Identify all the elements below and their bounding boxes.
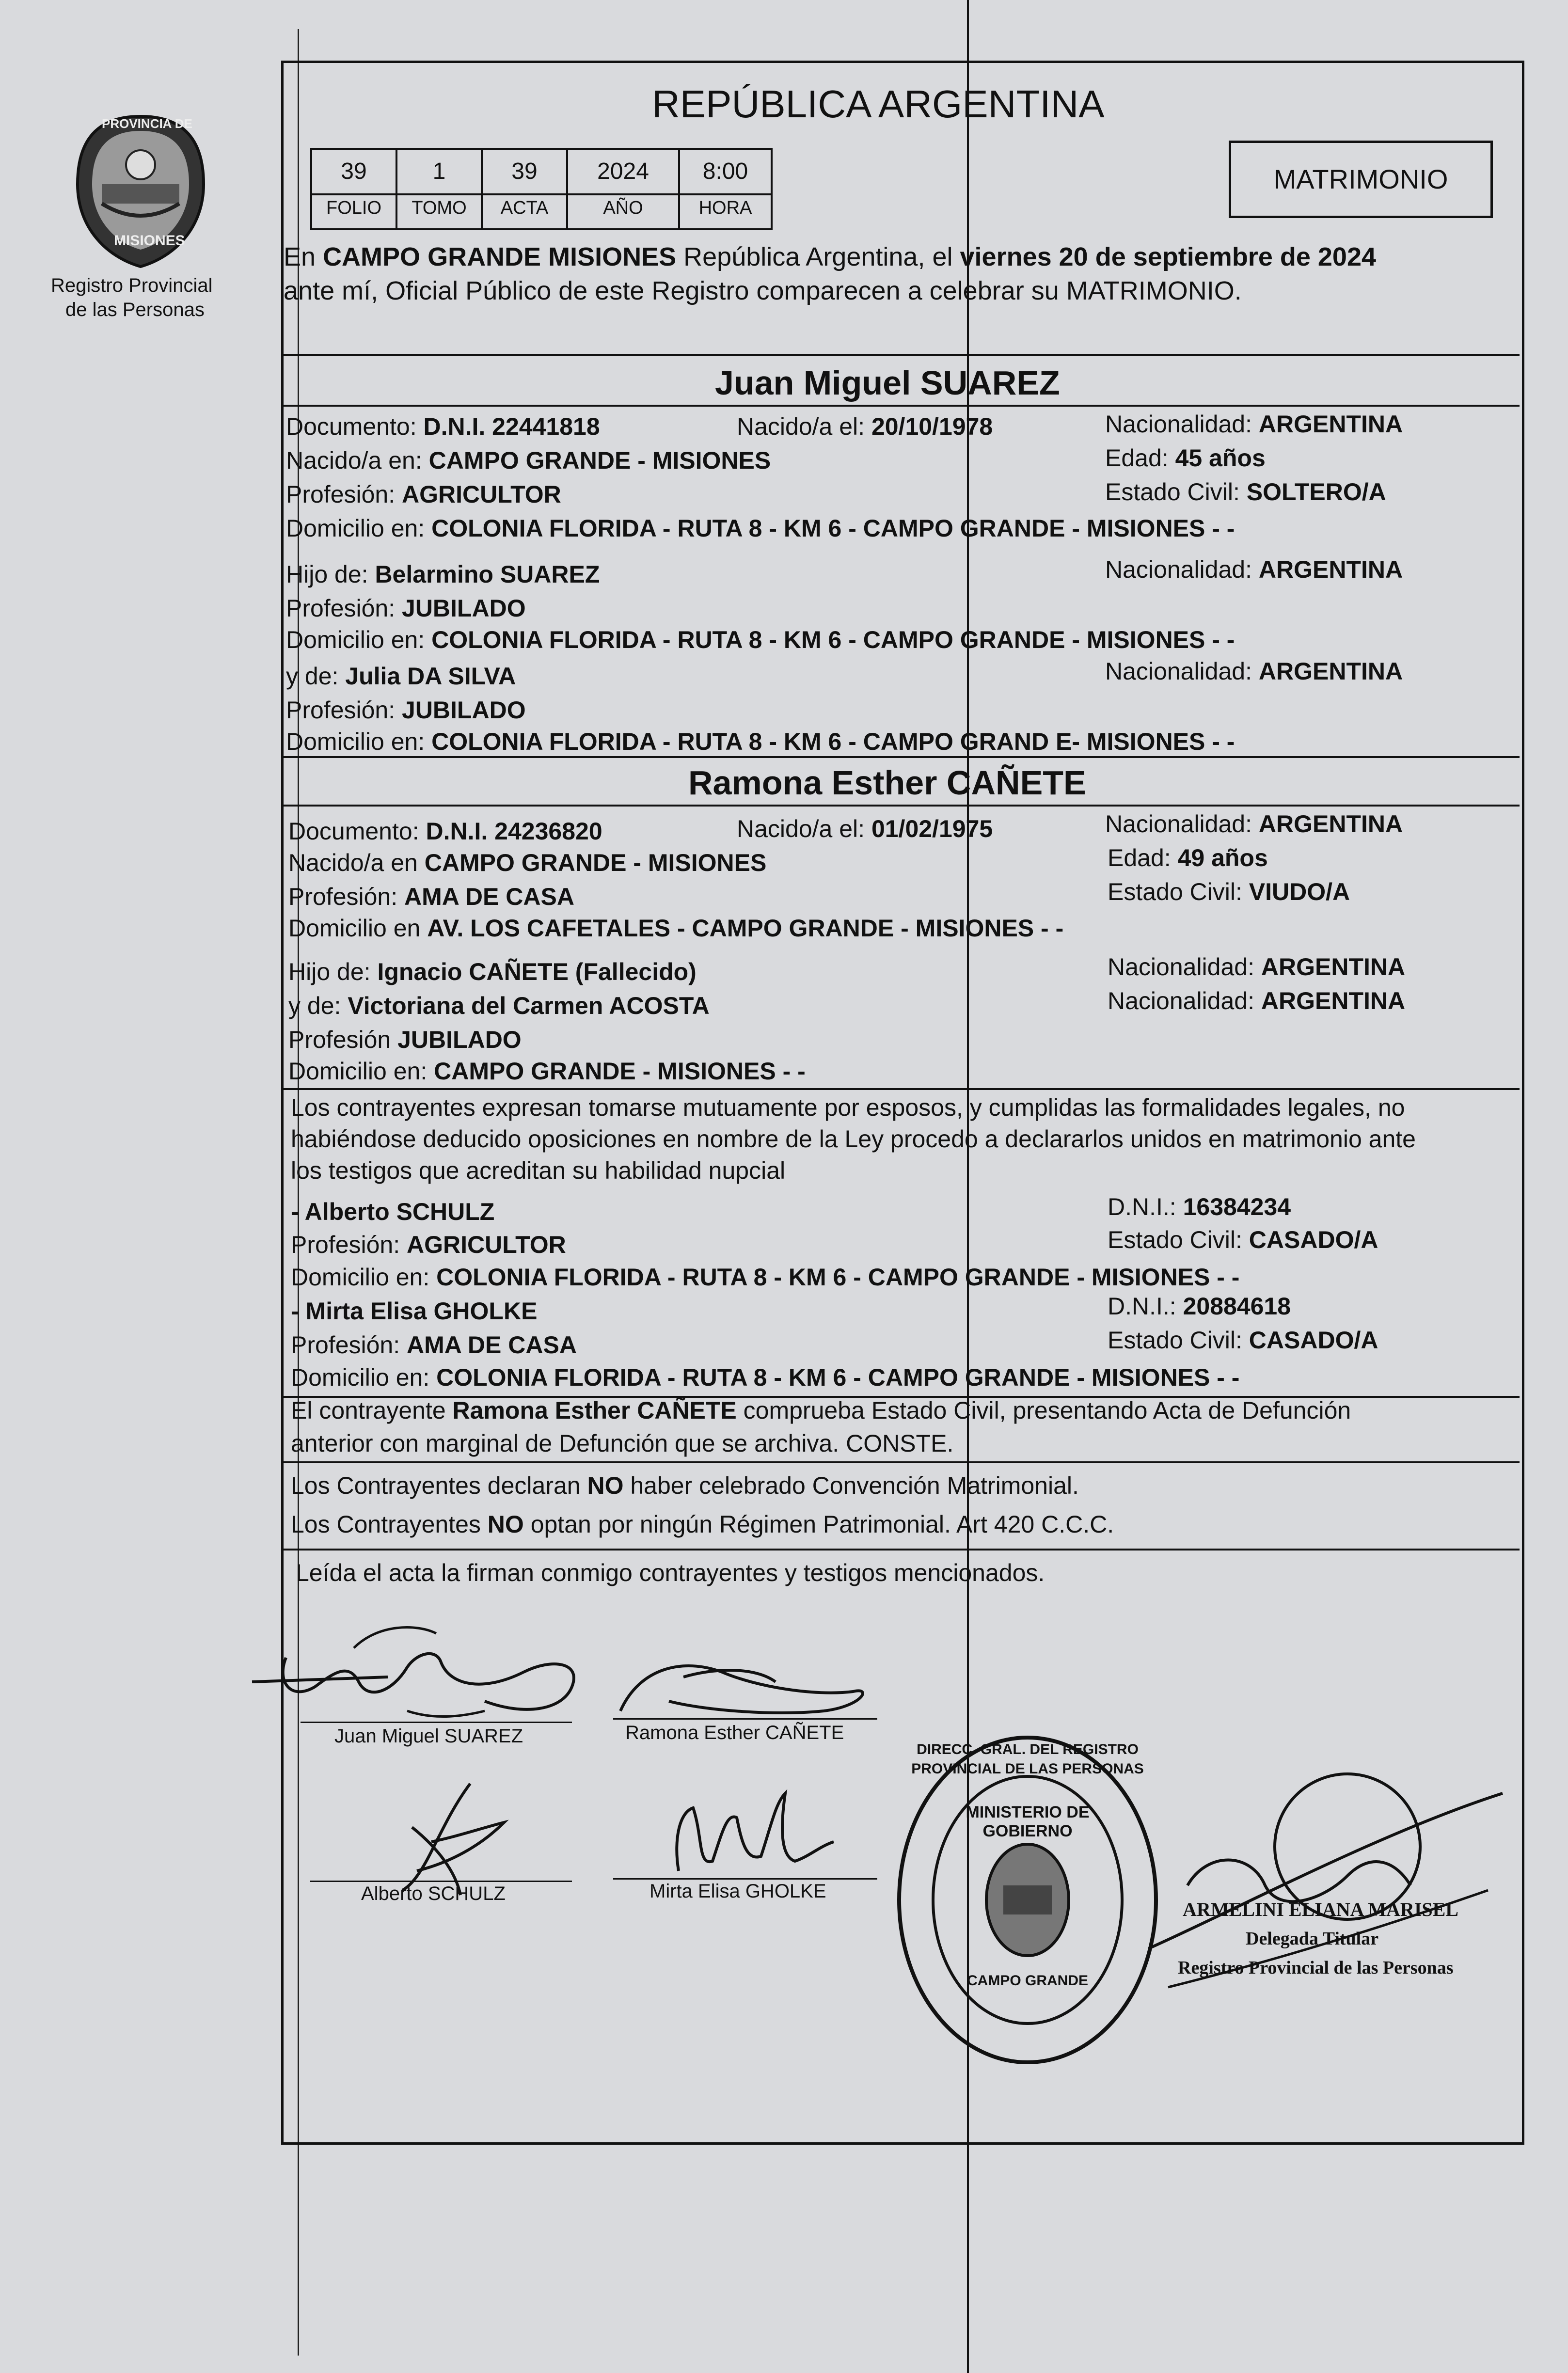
- groom-birthplace: Nacido/a en: CAMPO GRANDE - MISIONES: [286, 447, 771, 474]
- bride-mother-nationality: Nacionalidad: ARGENTINA: [1108, 987, 1406, 1014]
- official-name: ARMELINI ELIANA MARISEL: [1183, 1898, 1458, 1920]
- witness-1-signature-label: Alberto SCHULZ: [361, 1883, 506, 1904]
- regime-line-1: Los Contrayentes declaran NO haber celebrado Convención Matrimonial.: [291, 1472, 1079, 1499]
- groom-born: Nacido/a el: 20/10/1978: [737, 413, 993, 440]
- groom-nationality: Nacionalidad: ARGENTINA: [1105, 411, 1403, 438]
- groom-name: Juan Miguel SUAREZ: [715, 364, 1060, 402]
- note-line-2: anterior con marginal de Defunción que se archiva. CONSTE.: [291, 1430, 954, 1457]
- groom-signature-line: [301, 1722, 572, 1723]
- witness-2-address: Domicilio en: COLONIA FLORIDA - RUTA 8 - KM 6 - CAMPO GRANDE - MISIONES - -: [291, 1364, 1240, 1391]
- bride-signature-label: Ramona Esther CAÑETE: [625, 1722, 844, 1743]
- groom-signature-label: Juan Miguel SUAREZ: [334, 1725, 523, 1747]
- groom-mother-nationality: Nacionalidad: ARGENTINA: [1105, 658, 1403, 685]
- record-tomo: 1 TOMO: [396, 148, 483, 230]
- bride-parents-profession: Profesión JUBILADO: [288, 1026, 522, 1053]
- seal-top-text: PROVINCIA DE: [102, 116, 192, 131]
- seal-bottom-text: MISIONES: [114, 233, 185, 249]
- stamp-office: CAMPO GRANDE: [967, 1973, 1089, 1989]
- registry-line-2: de las Personas: [65, 299, 205, 320]
- witness-2-profession: Profesión: AMA DE CASA: [291, 1331, 577, 1359]
- bride-age: Edad: 49 años: [1108, 844, 1268, 871]
- closing-text: Leída el acta la firman conmigo contrayentes y testigos mencionados.: [296, 1559, 1045, 1586]
- groom-age: Edad: 45 años: [1105, 444, 1266, 472]
- divider-regime-top: [284, 1461, 1520, 1463]
- groom-doc: Documento: D.N.I. 22441818: [286, 413, 600, 440]
- regime-line-2: Los Contrayentes NO optan por ningún Régimen Patrimonial. Art 420 C.C.C.: [291, 1511, 1114, 1538]
- groom-father-profession: Profesión: JUBILADO: [286, 595, 526, 622]
- witness-1-signature-line: [310, 1881, 572, 1882]
- bride-signature-line: [613, 1718, 877, 1720]
- groom-civil-status: Estado Civil: SOLTERO/A: [1105, 478, 1386, 506]
- groom-father-address: Domicilio en: COLONIA FLORIDA - RUTA 8 - KM 6 - CAMPO GRANDE - MISIONES - -: [286, 626, 1235, 653]
- groom-mother: y de: Julia DA SILVA: [286, 663, 516, 690]
- witness-2-signature-label: Mirta Elisa GHOLKE: [649, 1881, 826, 1902]
- bride-parents-address: Domicilio en: CAMPO GRANDE - MISIONES - -: [288, 1058, 806, 1085]
- divider-closing-top: [284, 1549, 1520, 1550]
- act-type-box: [1229, 141, 1493, 218]
- divider-groom-name: [284, 405, 1520, 407]
- intro-line-2: ante mí, Oficial Público de este Registro comparecen a celebrar su MATRIMONIO.: [284, 276, 1242, 305]
- bride-father-nationality: Nacionalidad: ARGENTINA: [1108, 953, 1406, 981]
- bride-signature: [611, 1638, 882, 1735]
- divider-groom-top: [284, 354, 1520, 356]
- act-type-label: MATRIMONIO: [1273, 164, 1448, 194]
- record-folio: 39 FOLIO: [310, 148, 397, 230]
- witness-2-civil-status: Estado Civil: CASADO/A: [1108, 1327, 1378, 1354]
- registry-stamp: [892, 1730, 1163, 2070]
- declaration-line-3: los testigos que acreditan su habilidad nupcial: [291, 1157, 786, 1184]
- declaration-line-2: habiéndose deducido oposiciones en nombre de la Ley procedo a declararlos unidos en matrimonio ante: [291, 1125, 1416, 1153]
- bride-birthplace: Nacido/a en CAMPO GRANDE - MISIONES: [288, 849, 767, 876]
- bride-doc: Documento: D.N.I. 24236820: [288, 818, 602, 845]
- witness-1-profession: Profesión: AGRICULTOR: [291, 1231, 566, 1258]
- country-title: REPÚBLICA ARGENTINA: [652, 82, 1105, 126]
- record-year: 2024 AÑO: [566, 148, 680, 230]
- groom-father-nationality: Nacionalidad: ARGENTINA: [1105, 556, 1403, 583]
- official-org: Registro Provincial de las Personas: [1178, 1958, 1454, 1978]
- groom-mother-address: Domicilio en: COLONIA FLORIDA - RUTA 8 - KM 6 - CAMPO GRAND E- MISIONES - -: [286, 728, 1235, 755]
- bride-born: Nacido/a el: 01/02/1975: [737, 815, 993, 842]
- bride-profession: Profesión: AMA DE CASA: [288, 883, 574, 910]
- groom-father: Hijo de: Belarmino SUAREZ: [286, 561, 600, 588]
- groom-address: Domicilio en: COLONIA FLORIDA - RUTA 8 - KM 6 - CAMPO GRANDE - MISIONES - -: [286, 515, 1235, 542]
- stamp-ring-text: DIRECC. GRAL. DEL REGISTRO PROVINCIAL DE LAS PERSONAS: [911, 1741, 1144, 1777]
- province-seal: [68, 111, 213, 271]
- witness-2-dni: D.N.I.: 20884618: [1108, 1293, 1291, 1320]
- witness-1-address: Domicilio en: COLONIA FLORIDA - RUTA 8 - KM 6 - CAMPO GRANDE - MISIONES - -: [291, 1264, 1240, 1291]
- groom-signature: [233, 1604, 611, 1730]
- divider-declaration-top: [284, 1088, 1520, 1090]
- bride-father: Hijo de: Ignacio CAÑETE (Fallecido): [288, 958, 697, 985]
- bride-mother: y de: Victoriana del Carmen ACOSTA: [288, 992, 710, 1019]
- bride-address: Domicilio en AV. LOS CAFETALES - CAMPO GRANDE - MISIONES - -: [288, 915, 1064, 942]
- witness-1-civil-status: Estado Civil: CASADO/A: [1108, 1226, 1378, 1253]
- groom-mother-profession: Profesión: JUBILADO: [286, 696, 526, 724]
- witness-2-name: - Mirta Elisa GHOLKE: [291, 1297, 538, 1325]
- groom-profession: Profesión: AGRICULTOR: [286, 481, 561, 508]
- note-line-1: El contrayente Ramona Esther CAÑETE comprueba Estado Civil, presentando Acta de Defunción: [291, 1397, 1351, 1424]
- witness-2-signature-line: [613, 1878, 877, 1880]
- bride-nationality: Nacionalidad: ARGENTINA: [1105, 810, 1403, 838]
- stamp-inner-text: MINISTERIO DE GOBIERNO: [966, 1803, 1090, 1840]
- divider-bride-name: [284, 805, 1520, 807]
- witness-2-signature: [649, 1764, 843, 1900]
- divider-bride-top: [284, 756, 1520, 758]
- intro-line-1: En CAMPO GRANDE MISIONES República Argentina, el viernes 20 de septiembre de 2024: [284, 242, 1377, 271]
- witness-1-name: - Alberto SCHULZ: [291, 1198, 495, 1225]
- record-acta: 39 ACTA: [481, 148, 568, 230]
- declaration-line-1: Los contrayentes expresan tomarse mutuamente por esposos, y cumplidas las formalidades legales, no: [291, 1094, 1405, 1121]
- witness-1-dni: D.N.I.: 16384234: [1108, 1193, 1291, 1220]
- stamp-ring-icon: [892, 1730, 1163, 2070]
- bride-name: Ramona Esther CAÑETE: [688, 764, 1086, 802]
- record-hour: 8:00 HORA: [678, 148, 773, 230]
- official-title: Delegada Titular: [1246, 1929, 1379, 1949]
- registry-line-1: Registro Provincial: [51, 275, 213, 296]
- bride-civil-status: Estado Civil: VIUDO/A: [1108, 878, 1350, 905]
